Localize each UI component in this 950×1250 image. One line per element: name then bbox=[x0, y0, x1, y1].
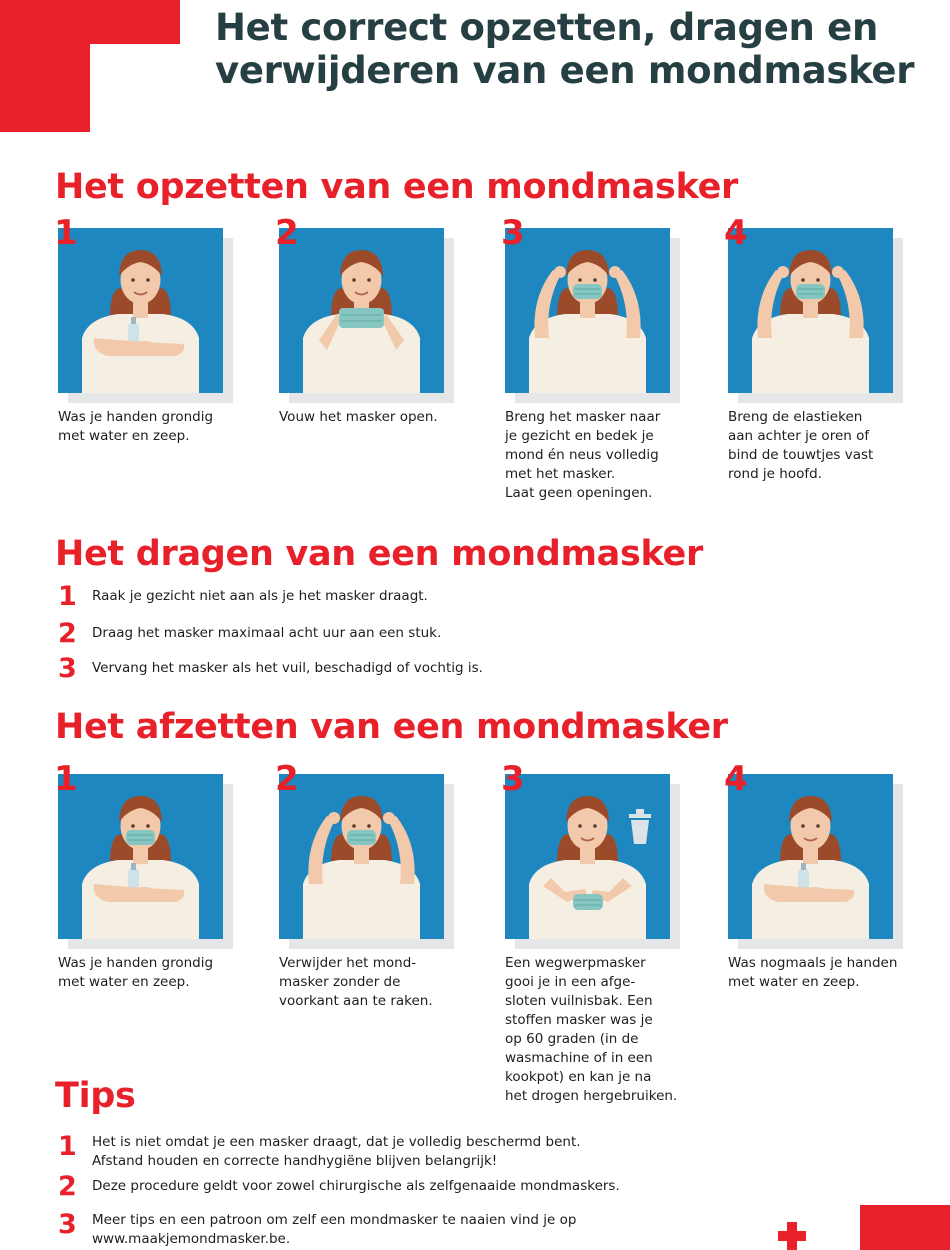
step-number: 3 bbox=[501, 213, 525, 253]
corner-decoration bbox=[0, 0, 180, 132]
heading-dragen: Het dragen van een mondmasker bbox=[55, 534, 703, 574]
item-number: 3 bbox=[58, 1209, 77, 1240]
mask-elastics-icon bbox=[728, 228, 893, 393]
remove-mask-icon bbox=[279, 774, 444, 939]
item-number: 2 bbox=[58, 1171, 77, 1202]
hand-sanitizer-icon bbox=[58, 774, 223, 939]
step-number: 2 bbox=[275, 213, 299, 253]
item-text: Draag het masker maximaal acht uur aan een stuk. bbox=[92, 625, 442, 641]
step-number: 2 bbox=[275, 759, 299, 799]
step-number: 4 bbox=[724, 759, 748, 799]
unfold-mask-icon bbox=[279, 228, 444, 393]
item-number: 1 bbox=[58, 1131, 77, 1162]
heading-opzetten: Het opzetten van een mondmasker bbox=[55, 167, 739, 207]
item-text: Raak je gezicht niet aan als je het masker draagt. bbox=[92, 588, 428, 604]
corner-decoration bbox=[860, 1205, 950, 1250]
step-number: 1 bbox=[54, 759, 78, 799]
step-number: 1 bbox=[54, 213, 78, 253]
item-number: 1 bbox=[58, 581, 77, 612]
item-text: Meer tips en een patroon om zelf een mondmasker te naaien vind je op www.maakjemondmasker.be. bbox=[92, 1212, 577, 1247]
hand-sanitizer-icon bbox=[728, 774, 893, 939]
hand-sanitizer-icon bbox=[58, 228, 223, 393]
step-caption: Breng de elastieken aan achter je oren of bind de touwtjes vast rond je hoofd. bbox=[728, 409, 874, 482]
heading-tips: Tips bbox=[55, 1076, 136, 1116]
step-caption: Was nogmaals je handen met water en zeep. bbox=[728, 955, 898, 990]
step-caption: Verwijder het mond- masker zonder de voorkant aan te raken. bbox=[279, 955, 433, 1009]
step-caption: Een wegwerpmasker gooi je in een afge- sloten vuilnisbak. Een stoffen masker was je op 60 graden (in de wasmachine of in een kookpot) en kan je na het drogen hergebruiken. bbox=[505, 955, 678, 1104]
item-text: Vervang het masker als het vuil, beschadigd of vochtig is. bbox=[92, 660, 483, 676]
red-cross-icon bbox=[778, 1222, 806, 1250]
step-caption: Was je handen grondig met water en zeep. bbox=[58, 955, 214, 990]
item-text: Deze procedure geldt voor zowel chirurgische als zelfgenaaide mondmaskers. bbox=[92, 1178, 620, 1194]
step-caption: Was je handen grondig met water en zeep. bbox=[58, 409, 214, 444]
item-number: 3 bbox=[58, 653, 77, 684]
item-number: 2 bbox=[58, 618, 77, 649]
item-text: Het is niet omdat je een masker draagt, dat je volledig beschermd bent. Afstand houden en correcte handhygiëne blijven belangrijk! bbox=[92, 1134, 581, 1169]
trash-bin-icon bbox=[505, 774, 670, 939]
heading-afzetten: Het afzetten van een mondmasker bbox=[55, 707, 728, 747]
step-caption: Vouw het masker open. bbox=[279, 409, 438, 425]
step-number: 4 bbox=[724, 213, 748, 253]
step-number: 3 bbox=[501, 759, 525, 799]
page-title: Het correct opzetten, dragen en verwijderen van een mondmasker bbox=[215, 6, 915, 92]
put-on-mask-icon bbox=[505, 228, 670, 393]
step-caption: Breng het masker naar je gezicht en bedek je mond én neus volledig met het masker. Laat geen openingen. bbox=[505, 409, 661, 501]
